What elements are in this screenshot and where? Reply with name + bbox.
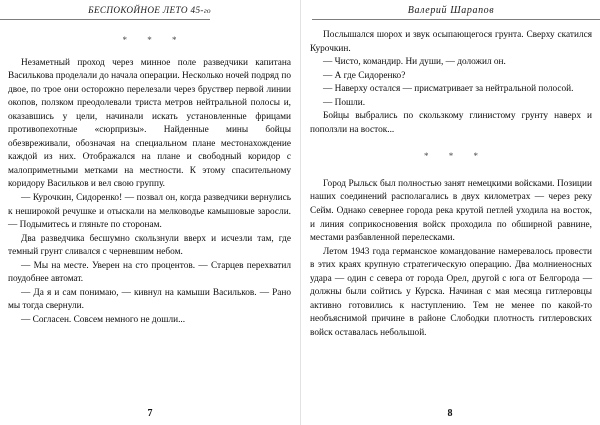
paragraph: Летом 1943 года германское командование намеревалось провести в этих краях крупную стратегическую операцию. Два молниеносных удара — один с севера от города Орел, другой с юга от Белгорода — должны были сойтись у Курска. Начиная с мая месяца гитлеровцы активно готовились к наступлению. Тем не менее по какой-то необъяснимой причине в районе Слободки плотность гитлеровских войск оставалась небольшой. — [310, 246, 592, 338]
right-top-spacer — [310, 20, 592, 29]
page-gutter-divider — [300, 0, 301, 425]
right-page-number: 8 — [447, 408, 453, 419]
paragraph: — Да я и сам понимаю, — кивнул на камыши Васильков. — Рано мы тогда свернули. — [8, 287, 291, 312]
left-running-head-main: БЕСПОКОЙНОЕ ЛЕТО 45- — [88, 5, 204, 15]
paragraph: — Пошли. — [323, 97, 366, 108]
right-body-text-upper — [310, 29, 592, 137]
left-top-spacer — [8, 20, 291, 29]
left-page-number: 7 — [147, 408, 153, 419]
right-page — [300, 0, 600, 425]
paragraph: — А где Сидоренко? — [323, 70, 406, 81]
paragraph: Город Рыльск был полностью занят немецкими войсками. Позиции наших соединений располагались в двух километрах — через реку Сейм. Однако севернее города река крутой петлей уходила на восток, и линия соприкосновения войск проходила по обширной равнине, местами разбавленной перелесками. — [310, 178, 592, 244]
paragraph: Послышался шорох и звук осыпающегося грунта. Сверху скатился Курочкин. — [310, 30, 592, 54]
right-body-text-lower — [310, 178, 592, 341]
left-running-head — [8, 0, 291, 17]
paragraph: — Наверху остался — присматривает за нейтральной полосой. — [323, 84, 574, 95]
left-section-separator: * * * — [122, 35, 186, 45]
left-body-text — [8, 57, 291, 328]
right-running-head: Валерий Шарапов — [407, 5, 495, 16]
right-section-separator: * * * — [424, 151, 487, 162]
paragraph: Бойцы выбрались по скользкому глинистому грунту наверх и поползли на восток... — [310, 111, 592, 135]
paragraph: Незаметный проход через минное поле разведчики капитана Василькова проделали до начала операции. Несколько ночей подряд по двое, по трое они осторожно перелезали через бруствер первой линии окопов, ползком преодолевали триста метров нейтральной полосы и, оказавшись у цели, начинали искать установленные фрицами противопехотные «сюрпризы». Найденные мины бойцы обезвреживали, обозначая на специальном плане местонахождение каждой из них. Отображался на плане и свободный коридор с малоприметными метками на местности. К этому спасительному коридору Васильков и вел свою группу. — [8, 57, 291, 190]
paragraph: — Мы на месте. Уверен на сто процентов. — Старцев перехватил поудобнее автомат. — [8, 260, 291, 285]
paragraph: Два разведчика бесшумно скользнули вверх и исчезли там, где темный грунт сливался с черневшим небом. — [8, 233, 291, 258]
paragraph: — Согласен. Совсем немного не дошли... — [21, 314, 186, 325]
paragraph: — Чисто, командир. Ни души, — доложил он. — [323, 57, 506, 68]
left-running-head-suffix: го — [203, 6, 211, 15]
paragraph: — Курочкин, Сидоренко! — позвал он, когда разведчики вернулись к неширокой речушке и отыскали на мелководье камышовые заросли. — Подымитесь и гляньте по сторонам. — [8, 193, 291, 231]
